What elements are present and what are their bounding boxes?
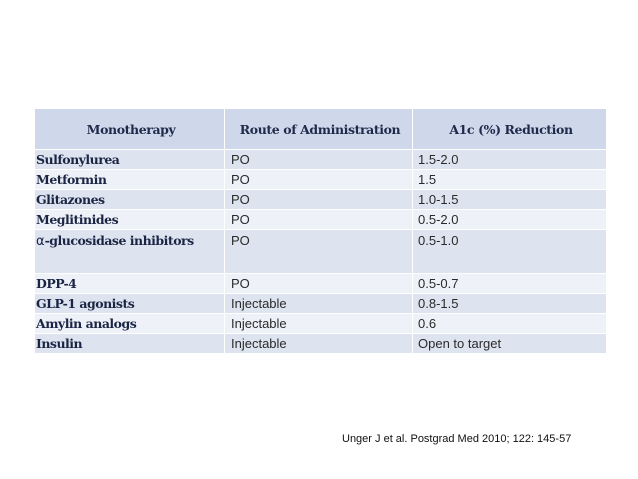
table-row: [35, 334, 607, 354]
citation: Unger J et al. Postgrad Med 2010; 122: 145-57: [342, 433, 572, 445]
reduction-cell: 1.5-2.0: [413, 150, 607, 170]
drug-name-text: -glucosidase inhibitors: [44, 233, 194, 248]
drug-name: [35, 230, 225, 274]
reduction-cell: 0.5-1.0: [413, 230, 607, 274]
reduction-cell: 0.5-2.0: [413, 210, 607, 230]
table-row: [35, 170, 607, 190]
drug-name: Sulfonylurea: [35, 150, 225, 170]
reduction-cell: 0.5-0.7: [413, 274, 607, 294]
route-cell: Injectable: [225, 294, 413, 314]
drug-name: GLP-1 agonists: [35, 294, 225, 314]
drug-name: DPP-4: [35, 274, 225, 294]
route-cell: PO: [225, 170, 413, 190]
reduction-cell: 1.5: [413, 170, 607, 190]
header-route: Route of Administration: [225, 109, 413, 150]
route-cell: Injectable: [225, 314, 413, 334]
reduction-cell: 1.0-1.5: [413, 190, 607, 210]
route-cell: PO: [225, 150, 413, 170]
table-row: [35, 314, 607, 334]
reduction-cell: Open to target: [413, 334, 607, 354]
alpha-symbol: α: [36, 234, 45, 249]
reduction-cell: 0.6: [413, 314, 607, 334]
drug-name: Amylin analogs: [35, 314, 225, 334]
monotherapy-table: [34, 108, 607, 354]
header-a1c-reduction: A1c (%) Reduction: [413, 109, 607, 150]
route-cell: PO: [225, 210, 413, 230]
route-cell: PO: [225, 274, 413, 294]
table-row: [35, 150, 607, 170]
table-row: [35, 274, 607, 294]
header-monotherapy: Monotherapy: [35, 109, 225, 150]
table-row: [35, 190, 607, 210]
table-row: [35, 294, 607, 314]
drug-name: Glitazones: [35, 190, 225, 210]
reduction-cell: 0.8-1.5: [413, 294, 607, 314]
route-cell: PO: [225, 190, 413, 210]
route-cell: Injectable: [225, 334, 413, 354]
table-row: [35, 230, 607, 274]
drug-name: Insulin: [35, 334, 225, 354]
route-cell: PO: [225, 230, 413, 274]
drug-name: Meglitinides: [35, 210, 225, 230]
table-row: [35, 210, 607, 230]
table-header-row: [35, 109, 607, 150]
drug-name: Metformin: [35, 170, 225, 190]
